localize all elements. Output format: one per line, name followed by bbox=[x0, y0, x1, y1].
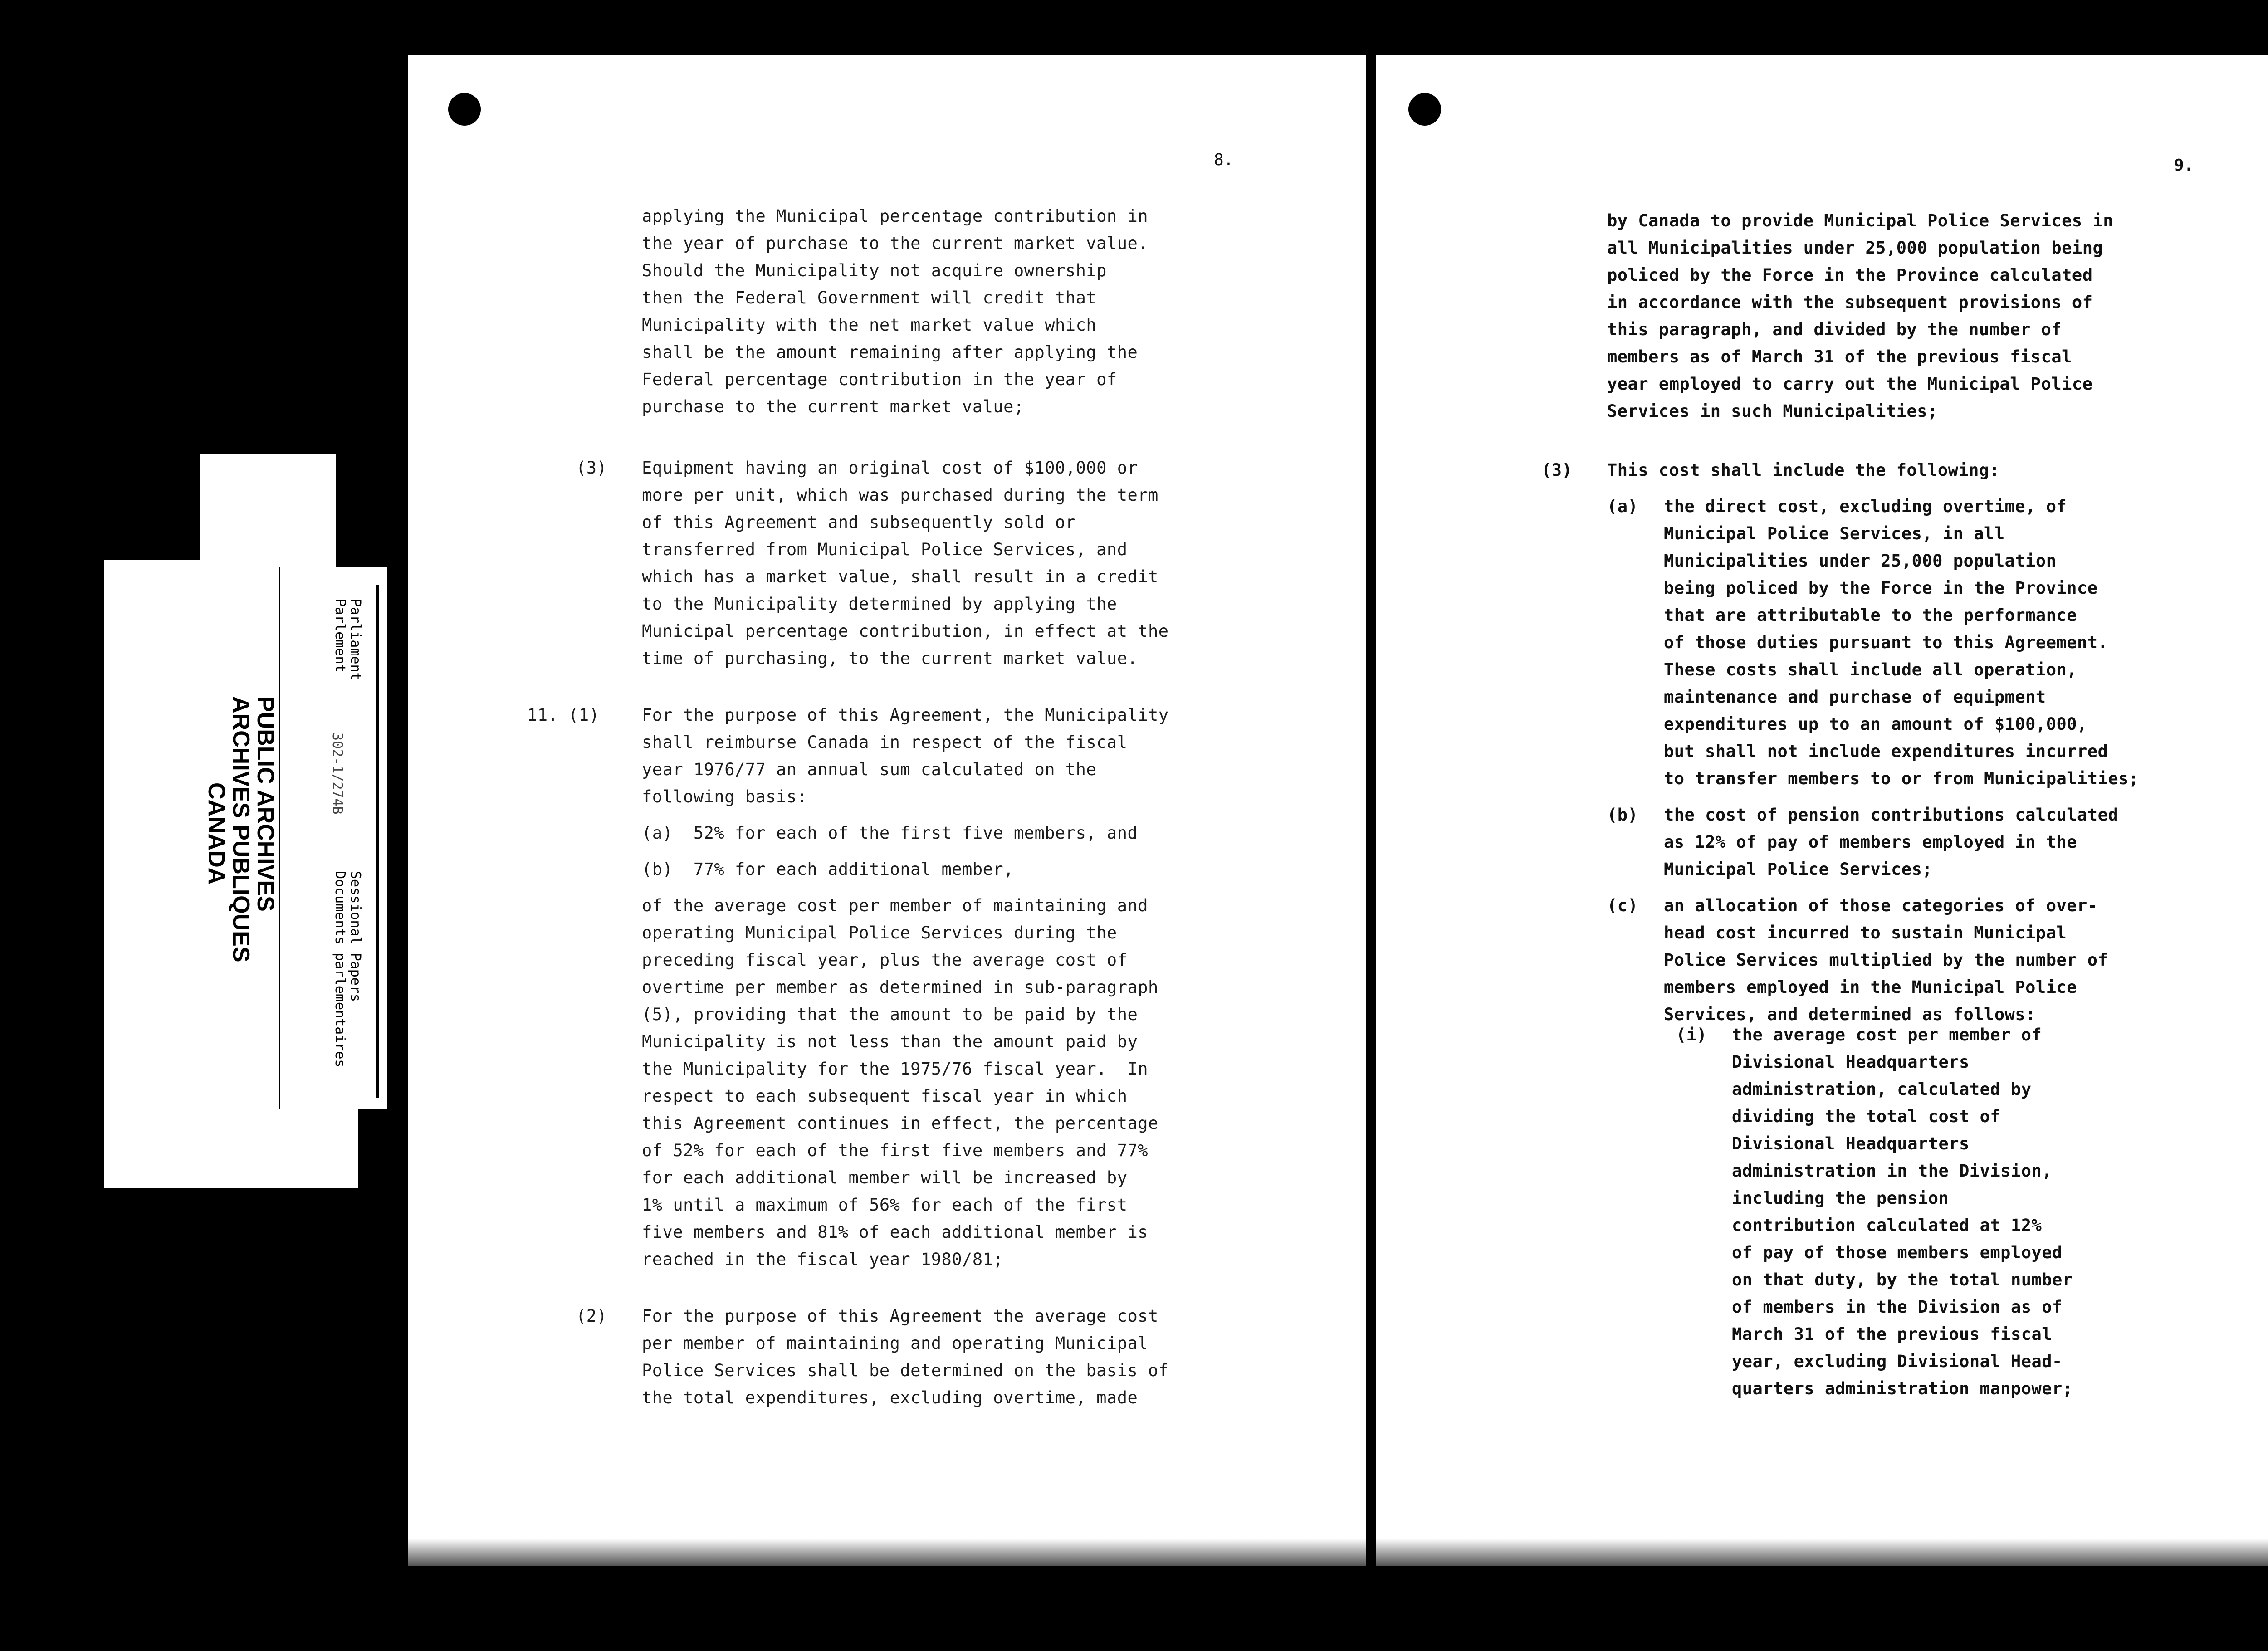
archive-stamp-text bbox=[204, 696, 278, 962]
paragraph-3-label: (3) bbox=[576, 458, 607, 478]
stamp-divider bbox=[376, 585, 379, 1098]
item-i-text: the average cost per member of Divisional Headquarters administration, calculated by dividing the total cost of Divisional Headquarters administration in the Division, including the pension contribution calculated at 12% of pay of those members employed on that duty, by the total number of members in the Division as of March 31 of the previous fiscal year, excluding Divisional Head- quarters administration manpower; bbox=[1732, 1025, 2073, 1398]
intro-paragraph: applying the Municipal percentage contribution in the year of purchase to the current market value. Should the Municipality not acquire ownership then the Federal Government will credit that Municipality with the net market value which shall be the amount remaining after applying the Federal percentage contribution in the year of purchase to the current market value; bbox=[642, 206, 1149, 416]
punch-hole bbox=[448, 93, 481, 126]
paragraph-3-text: This cost shall include the following: bbox=[1607, 460, 2000, 480]
page-number: 9. bbox=[2174, 156, 2194, 175]
paragraph-3-text: Equipment having an original cost of $100,000 or more per unit, which was purchased during the term of this Agreement and subsequently sold or transferred from Municipal Police Services, and which has a market value, shall result in a credit to the Municipality determined by applying the Municipal percentage contribution, in effect at the time of purchasing, to the current market value. bbox=[642, 458, 1169, 668]
archive-line-1: PUBLIC ARCHIVES bbox=[252, 696, 279, 912]
sessional-label bbox=[332, 871, 363, 1067]
section-11-continuation: of the average cost per member of maintaining and operating Municipal Police Services during the preceding fiscal year, plus the average cost of overtime per member as determined in sub-paragraph (5), providing that the amount to be paid by the Municipality is not less than the amount paid by the Municipality for the 1975/76 fiscal year. In respect to each subsequent fiscal year in which this Agreement continues in effect, the percentage of 52% for each of the first five members and 77% for each additional member will be increased by 1% until a maximum of 56% for each of the first five members and 81% of each additional member is reached in the fiscal year 1980/81; bbox=[642, 896, 1158, 1269]
intro-paragraph: by Canada to provide Municipal Police Services in all Municipalities under 25,000 population being policed by the Force in the Province calculated in accordance with the subsequent provisions of this paragraph, and divided by the number of members as of March 31 of the previous fiscal year employed to carry out the Municipal Police Services in such Municipalities; bbox=[1607, 211, 2114, 421]
item-a-label: (a) bbox=[1607, 497, 1638, 516]
stamp-tab bbox=[200, 454, 336, 572]
parliament-en: Parliament bbox=[347, 599, 363, 681]
paragraph-3-label: (3) bbox=[1541, 460, 1573, 480]
page-number: 8. bbox=[1214, 151, 1234, 169]
parliament-label bbox=[332, 599, 363, 681]
section-11-text: For the purpose of this Agreement, the Municipality shall reimburse Canada in respect of the fiscal year 1976/77 an annual sum calculated on the following basis: bbox=[642, 705, 1169, 806]
page-shadow bbox=[1376, 1539, 2268, 1566]
archive-line-3: CANADA bbox=[203, 782, 230, 885]
page-shadow bbox=[408, 1539, 1366, 1566]
sessional-fr: Documents parlementaires bbox=[332, 871, 348, 1068]
section-11-label: 11. (1) bbox=[527, 705, 600, 725]
item-i-label: (i) bbox=[1676, 1025, 1707, 1045]
item-a-text: the direct cost, excluding overtime, of Municipal Police Services, in all Municipalities under 25,000 population being policed by the Force in the Province that are attributable to the performance of those duties pursuant to this Agreement. These costs shall include all operation, maintenance and purchase of equipment expenditures up to an amount of $100,000, but shall not include expenditures incurred to transfer members to or from Municipalities; bbox=[1664, 497, 2139, 788]
section-11-item-a: (a) 52% for each of the first five members, and bbox=[642, 823, 1138, 843]
doc-number: 302-1/274B bbox=[329, 733, 345, 815]
paragraph-2-label: (2) bbox=[576, 1306, 607, 1326]
item-c-label: (c) bbox=[1607, 896, 1638, 915]
document-page-8 bbox=[408, 55, 1366, 1566]
section-11-item-b: (b) 77% for each additional member, bbox=[642, 860, 1014, 879]
paragraph-2-text: For the purpose of this Agreement the average cost per member of maintaining and operating Municipal Police Services shall be determined on the basis of the total expenditures, excluding overtime, made bbox=[642, 1306, 1169, 1407]
item-b-text: the cost of pension contributions calculated as 12% of pay of members employed in the Municipal Police Services; bbox=[1664, 805, 2119, 879]
item-c-text: an allocation of those categories of over- head cost incurred to sustain Municipal Police Services multiplied by the number of members employed in the Municipal Police Services, and determined as follows: bbox=[1664, 896, 2108, 1024]
sessional-en: Sessional Papers bbox=[347, 871, 363, 1002]
archive-line-2: ARCHIVES PUBLIQUES bbox=[228, 696, 254, 962]
item-b-label: (b) bbox=[1607, 805, 1638, 825]
document-page-9 bbox=[1376, 55, 2268, 1566]
parliament-fr: Parlement bbox=[332, 599, 348, 673]
punch-hole bbox=[1408, 93, 1441, 126]
